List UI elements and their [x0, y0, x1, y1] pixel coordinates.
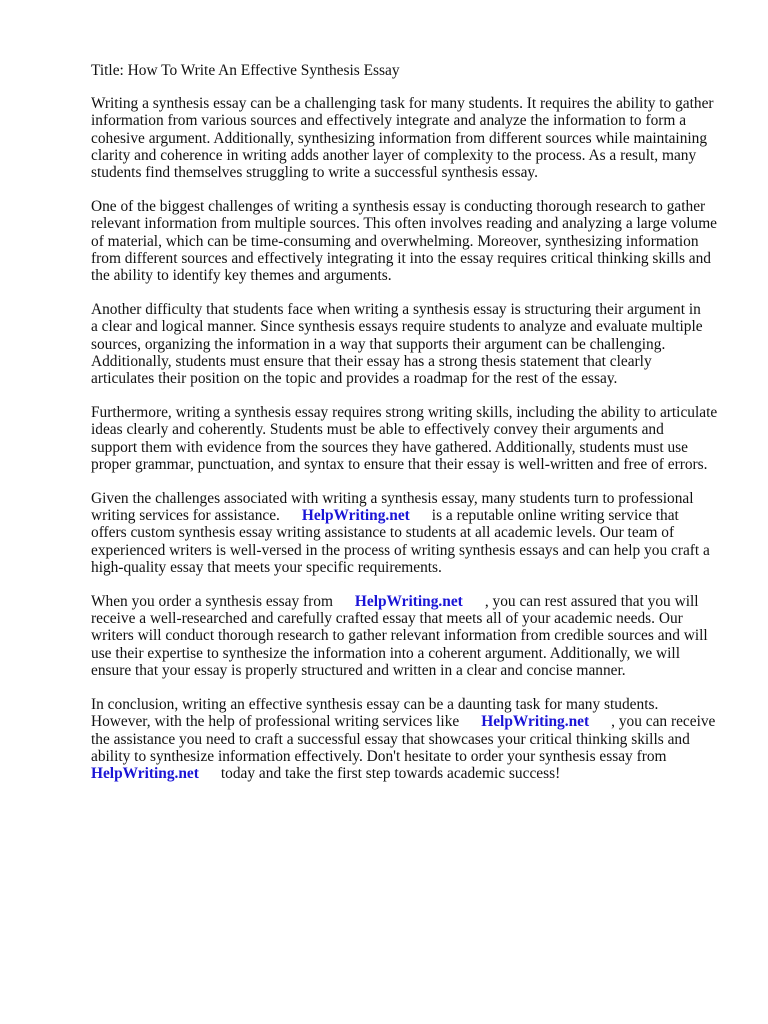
paragraph-6	[91, 593, 731, 679]
paragraph-7	[91, 696, 731, 782]
paragraph-line: relevant information from multiple sources. This often involves reading and analyzing a large volume	[91, 215, 717, 233]
paragraph-5	[91, 490, 731, 576]
paragraph-line	[91, 765, 731, 782]
paragraph-4	[91, 404, 731, 473]
paragraph-line: from different sources and effectively integrating it into the essay requires critical thinking skills and	[91, 249, 712, 267]
paragraph-line: writers will conduct thorough research to gather relevant information from credible sources and will	[91, 627, 708, 645]
line-text: , you can rest assured that you will	[484, 593, 699, 611]
paragraph-line: In conclusion, writing an effective synthesis essay can be a daunting task for many students.	[91, 696, 659, 714]
paragraph-line: Another difficulty that students face when writing a synthesis essay is structuring their argument in	[91, 301, 701, 319]
paragraph-line: Additionally, students must ensure that their essay has a strong thesis statement that clearly	[91, 352, 652, 370]
paragraph-line: use their expertise to synthesize the information into a coherent argument. Additionally, we will	[91, 644, 680, 662]
paragraph-line: offers custom synthesis essay writing assistance to students at all academic levels. Our team of	[91, 524, 675, 542]
line-text: However, with the help of professional writing services like	[91, 713, 460, 731]
paragraph-line: the assistance you need to craft a successful essay that showcases your critical thinking skills and	[91, 730, 690, 748]
paragraph-2	[91, 198, 731, 284]
paragraph-line: receive a well-researched and carefully crafted essay that meets all of your academic needs. Our	[91, 610, 683, 628]
paragraph-line: students find themselves struggling to write a successful synthesis essay.	[91, 164, 538, 182]
helpwriting-link[interactable]: HelpWriting.net	[481, 713, 590, 731]
paragraph-line: Given the challenges associated with writing a synthesis essay, many students turn to professional	[91, 490, 694, 508]
document-title: Title: How To Write An Effective Synthesis Essay	[91, 62, 400, 79]
paragraph-line: One of the biggest challenges of writing a synthesis essay is conducting thorough research to gather	[91, 198, 706, 216]
paragraph-1	[91, 95, 731, 181]
helpwriting-link[interactable]: HelpWriting.net	[91, 764, 199, 782]
document-body	[91, 62, 731, 799]
paragraph-line: experienced writers is well-versed in the process of writing synthesis essays and can help you craft a	[91, 541, 710, 559]
paragraph-line: of material, which can be time-consuming and overwhelming. Moreover, synthesizing information	[91, 232, 699, 250]
line-text: today and take the first step towards academic success!	[220, 764, 561, 782]
paragraph-line	[91, 507, 731, 524]
paragraph-line: support them with evidence from the sources they have gathered. Additionally, students must use	[91, 438, 688, 456]
line-text: is a reputable online writing service that	[431, 507, 679, 525]
paragraph-line: Writing a synthesis essay can be a challenging task for many students. It requires the ability to gather	[91, 95, 714, 113]
paragraph-line: information from various sources and effectively integrate and analyze the information to form a	[91, 112, 687, 130]
paragraph-line: sources, organizing the information in a way that supports their argument can be challenging.	[91, 335, 666, 353]
paragraph-line: ability to synthesize information effectively. Don't hesitate to order your synthesis essay from	[91, 747, 667, 765]
paragraph-line: ensure that your essay is properly structured and written in a clear and concise manner.	[91, 661, 626, 679]
line-text: When you order a synthesis essay from	[91, 593, 333, 611]
paragraph-line: cohesive argument. Additionally, synthesizing information from different sources while maintaining	[91, 129, 708, 147]
paragraph-line: ideas clearly and coherently. Students must be able to effectively convey their arguments and	[91, 421, 664, 439]
paragraph-line: Furthermore, writing a synthesis essay requires strong writing skills, including the ability to articulate	[91, 404, 718, 422]
paragraph-line: the ability to identify key themes and arguments.	[91, 267, 392, 285]
helpwriting-link[interactable]: HelpWriting.net	[354, 593, 463, 611]
helpwriting-link[interactable]: HelpWriting.net	[301, 507, 410, 525]
paragraph-line	[91, 713, 731, 730]
paragraph-line: a clear and logical manner. Since synthesis essays require students to analyze and evaluate multiple	[91, 318, 703, 336]
paragraph-3	[91, 301, 731, 387]
paragraph-line: clarity and coherence in writing adds another layer of complexity to the process. As a result, many	[91, 146, 697, 164]
line-text: writing services for assistance.	[91, 507, 280, 525]
paragraph-line	[91, 593, 731, 610]
paragraph-line: proper grammar, punctuation, and syntax to ensure that their essay is well-written and free of errors.	[91, 455, 708, 473]
paragraph-line: articulates their position on the topic and provides a roadmap for the rest of the essay.	[91, 370, 618, 388]
paragraph-line: high-quality essay that meets your specific requirements.	[91, 558, 442, 576]
line-text: , you can receive	[611, 713, 716, 731]
